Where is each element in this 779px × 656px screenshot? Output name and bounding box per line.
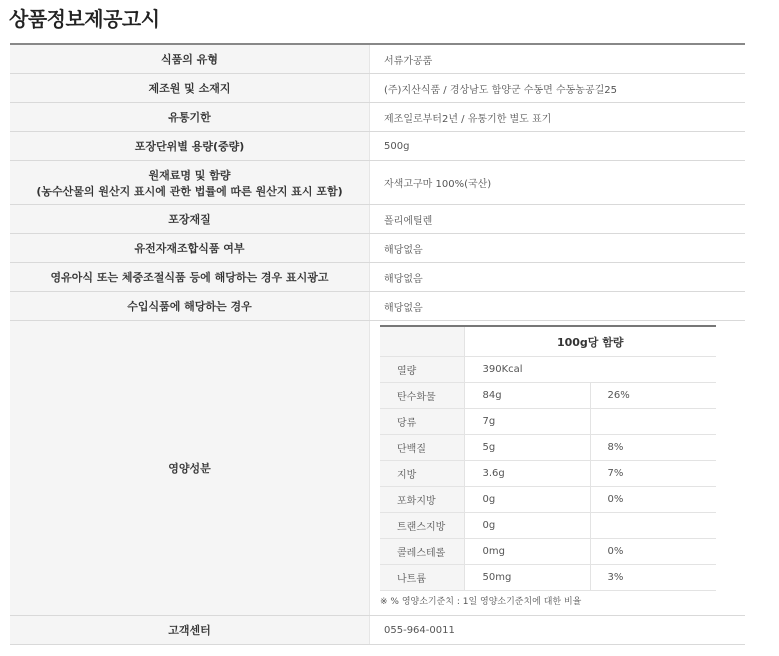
info-value: 500g	[370, 132, 746, 161]
info-label: 영유아식 또는 체중조절식품 등에 해당하는 경우 표시광고	[10, 263, 370, 292]
info-label: 제조원 및 소재지	[10, 74, 370, 103]
info-label: 유전자재조합식품 여부	[10, 234, 370, 263]
info-label: 식품의 유형	[10, 44, 370, 74]
nutrient-amount: 0g	[464, 487, 590, 513]
info-label: 영양성분	[10, 321, 370, 616]
nutrient-name: 탄수화물	[380, 383, 464, 409]
nutrient-name: 트랜스지방	[380, 513, 464, 539]
nutrient-name: 지방	[380, 461, 464, 487]
nutrient-name: 당류	[380, 409, 464, 435]
nutrient-percent	[590, 409, 716, 435]
nutrient-amount: 3.6g	[464, 461, 590, 487]
info-value: 해당없음	[370, 263, 746, 292]
info-row-gmo	[10, 234, 745, 263]
info-row-ingredients	[10, 161, 745, 205]
info-label-line2: (농수산물의 원산지 표시에 관한 법률에 따른 원산지 표시 포함)	[36, 184, 343, 198]
info-value: 해당없음	[370, 292, 746, 321]
info-value: 자색고구마 100%(국산)	[370, 161, 746, 205]
nutrient-percent: 3%	[590, 565, 716, 591]
nutrition-note: ※ % 영양소기준치 : 1일 영양소기준치에 대한 비율	[380, 597, 582, 607]
info-label: 고객센터	[10, 616, 370, 645]
nutrient-amount: 0g	[464, 513, 590, 539]
info-row-customer-center	[10, 616, 745, 645]
info-value: 폴리에틸렌	[370, 205, 746, 234]
nutrient-percent: 26%	[590, 383, 716, 409]
info-row-infant-food	[10, 263, 745, 292]
product-info-table	[10, 43, 745, 645]
nutrient-name: 나트륨	[380, 565, 464, 591]
nutrient-amount: 84g	[464, 383, 590, 409]
nutrient-name: 단백질	[380, 435, 464, 461]
nutrient-amount: 5g	[464, 435, 590, 461]
nutrition-row	[380, 565, 716, 591]
nutrition-header: 100g당 함량	[464, 326, 716, 357]
nutrient-percent	[590, 513, 716, 539]
nutrition-row	[380, 461, 716, 487]
nutrition-panel	[380, 325, 716, 607]
nutrition-table	[380, 325, 716, 591]
info-row-food-type	[10, 44, 745, 74]
nutrition-header-blank	[380, 326, 464, 357]
nutrition-cell	[370, 321, 746, 616]
page-title: 상품정보제공고시	[9, 7, 160, 31]
nutrient-percent	[590, 357, 716, 383]
nutrition-row	[380, 487, 716, 513]
info-value: 해당없음	[370, 234, 746, 263]
nutrient-percent: 0%	[590, 539, 716, 565]
info-label: 포장단위별 용량(중량)	[10, 132, 370, 161]
info-value: 제조일로부터2년 / 유통기한 별도 표기	[370, 103, 746, 132]
nutrition-row	[380, 383, 716, 409]
info-value: 055-964-0011	[370, 616, 746, 645]
info-row-imported	[10, 292, 745, 321]
info-row-nutrition	[10, 321, 745, 616]
nutrient-amount: 390Kcal	[464, 357, 590, 383]
info-row-manufacturer	[10, 74, 745, 103]
nutrient-percent: 8%	[590, 435, 716, 461]
nutrient-amount: 0mg	[464, 539, 590, 565]
nutrient-percent: 0%	[590, 487, 716, 513]
nutrition-row	[380, 357, 716, 383]
info-row-capacity	[10, 132, 745, 161]
info-label	[10, 161, 370, 205]
info-value: (주)지산식품 / 경상남도 함양군 수동면 수동농공길25	[370, 74, 746, 103]
nutrient-name: 포화지방	[380, 487, 464, 513]
nutrient-name: 콜레스테롤	[380, 539, 464, 565]
info-label: 유통기한	[10, 103, 370, 132]
nutrition-header-row	[380, 326, 716, 357]
nutrition-row	[380, 539, 716, 565]
nutrient-name: 열량	[380, 357, 464, 383]
info-row-expiry	[10, 103, 745, 132]
info-label-line1: 원재료명 및 함량	[148, 168, 231, 182]
nutrition-row	[380, 513, 716, 539]
nutrient-amount: 50mg	[464, 565, 590, 591]
info-row-packaging	[10, 205, 745, 234]
nutrition-row	[380, 435, 716, 461]
info-value: 서류가공품	[370, 44, 746, 74]
nutrition-row	[380, 409, 716, 435]
nutrient-percent: 7%	[590, 461, 716, 487]
info-label: 수입식품에 해당하는 경우	[10, 292, 370, 321]
nutrient-amount: 7g	[464, 409, 590, 435]
info-label: 포장재질	[10, 205, 370, 234]
